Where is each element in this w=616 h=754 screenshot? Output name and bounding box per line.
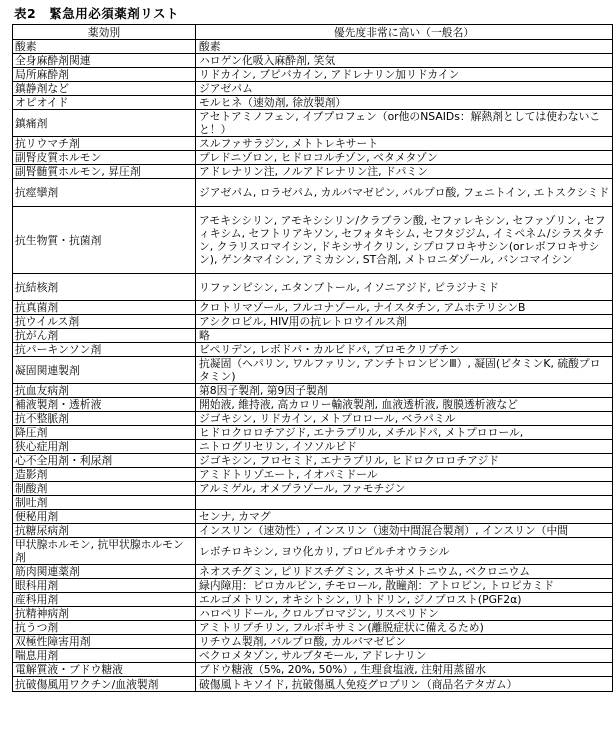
drug-class-cell: 抗リウマチ剤: [13, 137, 196, 151]
table-row: [13, 82, 613, 96]
generic-names-cell: 抗凝固（ヘパリン, ワルファリン, アンチトロンビンⅢ）, 凝固(ビタミンK, 硫酸プロタミン): [196, 357, 613, 384]
generic-names-cell: アミドトリゾエート, イオパミドール: [196, 468, 613, 482]
drug-class-cell: 狭心症用剤: [13, 440, 196, 454]
drug-class-cell: 抗痙攣剤: [13, 179, 196, 207]
generic-names-cell: ジアゼパム: [196, 82, 613, 96]
table-caption: 表2 緊急用必須薬剤リスト: [14, 6, 179, 21]
essential-drug-table: [12, 24, 613, 692]
table-row: [13, 137, 613, 151]
generic-names-cell: アルミゲル, オメプラゾール, ファモチジン: [196, 482, 613, 496]
generic-names-cell: ジアゼパム, ロラゼパム, カルバマゼピン, バルプロ酸, フェニトイン, エトスクシミド: [196, 179, 613, 207]
drug-class-cell: 制酸剤: [13, 482, 196, 496]
table-row: [13, 274, 613, 301]
table-row: [13, 412, 613, 426]
generic-names-cell: リファンピシン, エタンブトール, イソニアジド, ピラジナミド: [196, 274, 613, 301]
generic-names-cell: ハロゲン化吸入麻酔剤, 笑気: [196, 54, 613, 68]
generic-names-cell: アミトリプチリン, フルボキサミン(離脱症状に備えるため): [196, 621, 613, 635]
generic-names-cell: ヒドロクロロチアジド, エナラプリル, メチルドパ, メトプロロール,: [196, 426, 613, 440]
drug-class-cell: 抗破傷風用ワクチン/血液製剤: [13, 677, 196, 692]
drug-class-cell: 甲状腺ホルモン, 抗甲状腺ホルモン剤: [13, 538, 196, 565]
drug-class-cell: 抗ウイルス剤: [13, 315, 196, 329]
table-row: [13, 593, 613, 607]
generic-names-cell: ビペリデン, レボドパ・カルビドパ, ブロモクリプチン: [196, 343, 613, 357]
generic-names-cell: リドカイン, ブピバカイン, アドレナリン加リドカイン: [196, 68, 613, 82]
generic-names-cell: アドレナリン注, ノルアドレナリン注, ドパミン: [196, 165, 613, 179]
generic-names-cell: スルファサラジン, メトトレキサート: [196, 137, 613, 151]
drug-class-cell: 抗不整脈剤: [13, 412, 196, 426]
table-row: [13, 110, 613, 137]
drug-class-cell: 喘息用剤: [13, 649, 196, 663]
generic-names-cell: アシクロビル, HIV用の抗レトロウイルス剤: [196, 315, 613, 329]
drug-class-cell: 便秘用剤: [13, 510, 196, 524]
table-row: [13, 68, 613, 82]
drug-class-cell: 鎮静剤など: [13, 82, 196, 96]
table-row: [13, 649, 613, 663]
generic-names-cell: モルヒネ（速効剤, 徐放製剤）: [196, 96, 613, 110]
drug-class-cell: 電解質液・ブドウ糖液: [13, 663, 196, 677]
generic-names-cell: クロトリマゾール, フルコナゾール, ナイスタチン, アムホテリシンB: [196, 301, 613, 315]
generic-names-cell: レボチロキシン, ヨウ化カリ, プロピルチオウラシル: [196, 538, 613, 565]
table-row: [13, 398, 613, 412]
table-row: [13, 635, 613, 649]
drug-class-cell: 抗精神病剤: [13, 607, 196, 621]
table-row: [13, 621, 613, 635]
drug-class-cell: 酸素: [13, 40, 196, 54]
table-row: [13, 343, 613, 357]
table-row: [13, 54, 613, 68]
table-row: [13, 151, 613, 165]
drug-class-cell: 抗糖尿病剤: [13, 524, 196, 538]
drug-class-cell: 副腎髄質ホルモン, 昇圧剤: [13, 165, 196, 179]
table-row: [13, 579, 613, 593]
table-row: [13, 565, 613, 579]
generic-names-cell: リチウム製剤, バルプロ酸, カルバマゼピン: [196, 635, 613, 649]
table-row: [13, 165, 613, 179]
generic-names-cell: ジゴキシン, リドカイン, メトプロロール, ベラパミル: [196, 412, 613, 426]
drug-class-cell: 抗がん剤: [13, 329, 196, 343]
generic-names-cell: 酸素: [196, 40, 613, 54]
drug-class-cell: 補液製剤・透析液: [13, 398, 196, 412]
table-row: [13, 468, 613, 482]
drug-class-cell: 抗パーキンソン剤: [13, 343, 196, 357]
table-row: [13, 315, 613, 329]
table-row: [13, 179, 613, 207]
table-row: [13, 426, 613, 440]
table-row: [13, 207, 613, 274]
drug-class-cell: 抗生物質・抗菌剤: [13, 207, 196, 274]
drug-class-cell: 筋肉関連薬剤: [13, 565, 196, 579]
generic-names-cell: 開始液, 維持液, 高カロリー輸液製剤, 血液透析液, 腹膜透析液など: [196, 398, 613, 412]
drug-class-cell: 降圧剤: [13, 426, 196, 440]
table-row: [13, 607, 613, 621]
generic-names-cell: ハロペリドール, クロルプロマジン, リスペリドン: [196, 607, 613, 621]
drug-class-cell: 眼科用剤: [13, 579, 196, 593]
table-row: [13, 510, 613, 524]
generic-names-cell: ベクロメタゾン, サルブタモール, アドレナリン: [196, 649, 613, 663]
generic-names-cell: インスリン（速効性）, インスリン（速効中間混合製剤）, インスリン（中間: [196, 524, 613, 538]
generic-names-cell: ブドウ糖液（5%, 20%, 50%）, 生理食塩液, 注射用蒸留水: [196, 663, 613, 677]
generic-names-cell: プレドニゾロン, ヒドロコルチゾン, ベタメタゾン: [196, 151, 613, 165]
drug-class-cell: 局所麻酔剤: [13, 68, 196, 82]
table-row: [13, 96, 613, 110]
header-drug-class: 薬効別: [13, 25, 196, 40]
table-row: [13, 663, 613, 677]
generic-names-cell: ニトログリセリン, イソソルビド: [196, 440, 613, 454]
generic-names-cell: ネオスチグミン, ピリドスチグミン, スキサメトニウム, ベクロニウム: [196, 565, 613, 579]
table-row: [13, 301, 613, 315]
table-row: [13, 677, 613, 692]
drug-class-cell: 抗結核剤: [13, 274, 196, 301]
generic-names-cell: アセトアミノフェン, イブプロフェン（or他のNSAIDs：解熱剤としては使わないこと！）: [196, 110, 613, 137]
generic-names-cell: 破傷風トキソイド, 抗破傷風人免疫グロブリン（商品名テタガム）: [196, 677, 613, 692]
drug-class-cell: 双極性障害用剤: [13, 635, 196, 649]
drug-class-cell: 鎮痛剤: [13, 110, 196, 137]
table-row: [13, 440, 613, 454]
drug-class-cell: 制吐剤: [13, 496, 196, 510]
generic-names-cell: [196, 496, 613, 510]
table-body: [13, 40, 613, 692]
drug-class-cell: 全身麻酔剤関連: [13, 54, 196, 68]
generic-names-cell: 第8因子製剤, 第9因子製剤: [196, 384, 613, 398]
generic-names-cell: 略: [196, 329, 613, 343]
generic-names-cell: 緑内障用：ピロカルピン, チモロール, 散瞳剤：アトロピン, トロピカミド: [196, 579, 613, 593]
table-row: [13, 496, 613, 510]
drug-class-cell: 造影剤: [13, 468, 196, 482]
drug-class-cell: 副腎皮質ホルモン: [13, 151, 196, 165]
drug-class-cell: 心不全用剤・利尿剤: [13, 454, 196, 468]
drug-class-cell: 抗血友病剤: [13, 384, 196, 398]
table-header-row: [13, 25, 613, 40]
generic-names-cell: エルゴメトリン, オキシトシン, リトドリン, ジノプロスト(PGF2α): [196, 593, 613, 607]
drug-class-cell: 抗うつ剤: [13, 621, 196, 635]
table-row: [13, 482, 613, 496]
table-row: [13, 524, 613, 538]
generic-names-cell: アモキシシリン, アモキシシリン/クラブラン酸, セファレキシン, セファゾリン, セフィキシム, セフトリアキソン, セフォタキシム, セフタジジム, イミペネム/シラスタチン, クラリスロマイシン, ドキシサイクリン, シプロフロキサシン(orレボフロキサシン), ゲンタマイシン, アミカシン, ST合剤, メトロニダゾール, バンコマイシン: [196, 207, 613, 274]
table-row: [13, 454, 613, 468]
drug-class-cell: 抗真菌剤: [13, 301, 196, 315]
table-row: [13, 357, 613, 384]
drug-class-cell: 凝固関連製剤: [13, 357, 196, 384]
table-row: [13, 40, 613, 54]
generic-names-cell: ジゴキシン, フロセミド, エナラプリル, ヒドロクロロチアジド: [196, 454, 613, 468]
table-row: [13, 538, 613, 565]
table-row: [13, 384, 613, 398]
header-high-priority: 優先度非常に高い（一般名）: [196, 25, 613, 40]
drug-class-cell: 産科用剤: [13, 593, 196, 607]
table-row: [13, 329, 613, 343]
generic-names-cell: センナ, カマグ: [196, 510, 613, 524]
drug-class-cell: オピオイド: [13, 96, 196, 110]
